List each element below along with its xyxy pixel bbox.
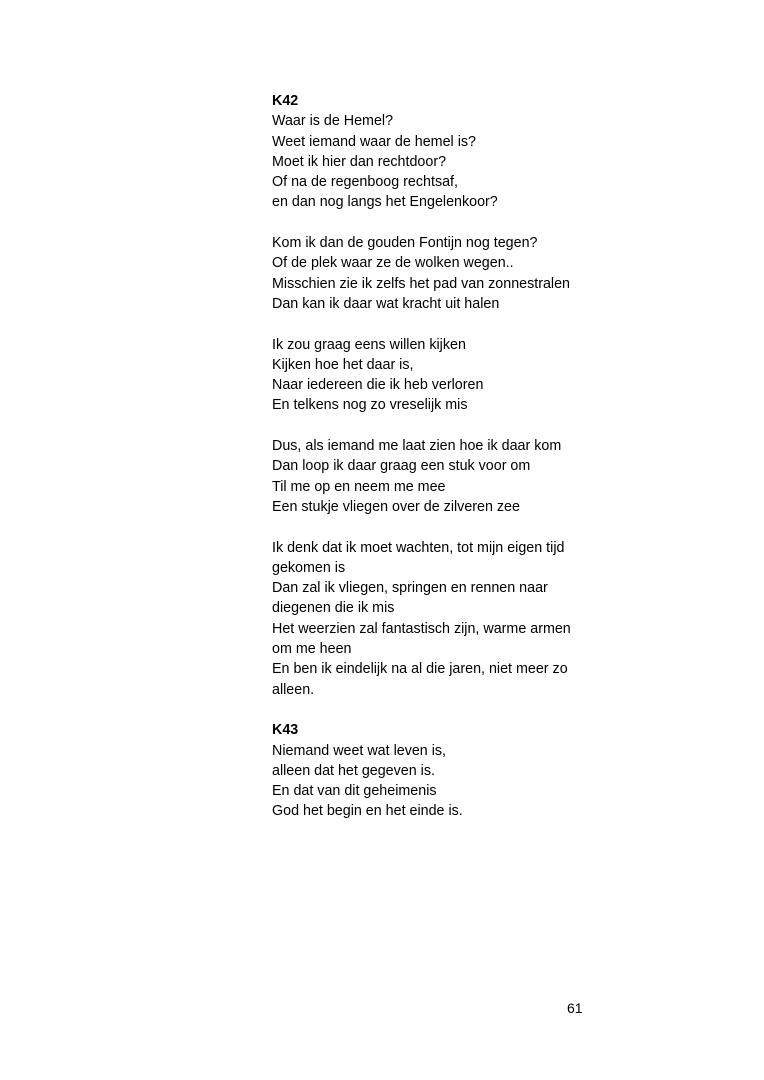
poem-k42-stanza-5: [272, 538, 602, 700]
poem-line: Dan kan ik daar wat kracht uit halen: [272, 295, 500, 312]
poem-line: Dus, als iemand me laat zien hoe ik daar kom: [272, 438, 562, 455]
poem-line: alleen dat het gegeven is.: [272, 762, 435, 779]
poem-line: En telkens nog zo vreselijk mis: [272, 397, 468, 414]
poem-line: Kijken hoe het daar is,: [272, 356, 414, 373]
poem-line: Of de plek waar ze de wolken wegen..: [272, 255, 514, 272]
poem-title: Waar is de Hemel?: [272, 113, 394, 130]
poem-line: gekomen is: [272, 559, 346, 576]
poem-line: God het begin en het einde is.: [272, 803, 463, 820]
poem-line: Of na de regenboog rechtsaf,: [272, 174, 458, 191]
poem-line: Naar iedereen die ik heb verloren: [272, 377, 484, 394]
poem-line: Ik denk dat ik moet wachten, tot mijn eigen tijd: [272, 539, 565, 556]
poem-line: Een stukje vliegen over de zilveren zee: [272, 498, 520, 515]
poem-line: Het weerzien zal fantastisch zijn, warme armen: [272, 620, 571, 637]
poem-line: Niemand weet wat leven is,: [272, 742, 447, 759]
poem-line: Moet ik hier dan rechtdoor?: [272, 153, 447, 170]
poem-line: Til me op en neem me mee: [272, 478, 446, 495]
poem-line: en dan nog langs het Engelenkoor?: [272, 194, 498, 211]
poem-k43-stanza-1: [272, 720, 602, 821]
poem-line: alleen.: [272, 681, 315, 698]
poem-k42-stanza-4: [272, 436, 602, 517]
poem-code: K42: [272, 93, 299, 109]
page-content: [272, 91, 602, 842]
poem-line: Kom ik dan de gouden Fontijn nog tegen?: [272, 235, 538, 252]
poem-k42-stanza-3: [272, 335, 602, 416]
poem-line: Dan loop ik daar graag een stuk voor om: [272, 458, 531, 475]
poem-line: Misschien zie ik zelfs het pad van zonnestralen: [272, 275, 571, 292]
poem-line: En ben ik eindelijk na al die jaren, niet meer zo: [272, 661, 568, 678]
poem-line: om me heen: [272, 641, 352, 658]
poem-line: Weet iemand waar de hemel is?: [272, 133, 476, 150]
poem-code: K43: [272, 722, 299, 739]
poem-line: diegenen die ik mis: [272, 600, 395, 617]
poem-line: Dan zal ik vliegen, springen en rennen naar: [272, 580, 548, 597]
poem-line: En dat van dit geheimenis: [272, 783, 437, 800]
poem-line: Ik zou graag eens willen kijken: [272, 336, 466, 353]
page-number: 61: [567, 1000, 583, 1016]
poem-k42-stanza-1: [272, 91, 602, 213]
poem-k42-stanza-2: [272, 233, 602, 314]
